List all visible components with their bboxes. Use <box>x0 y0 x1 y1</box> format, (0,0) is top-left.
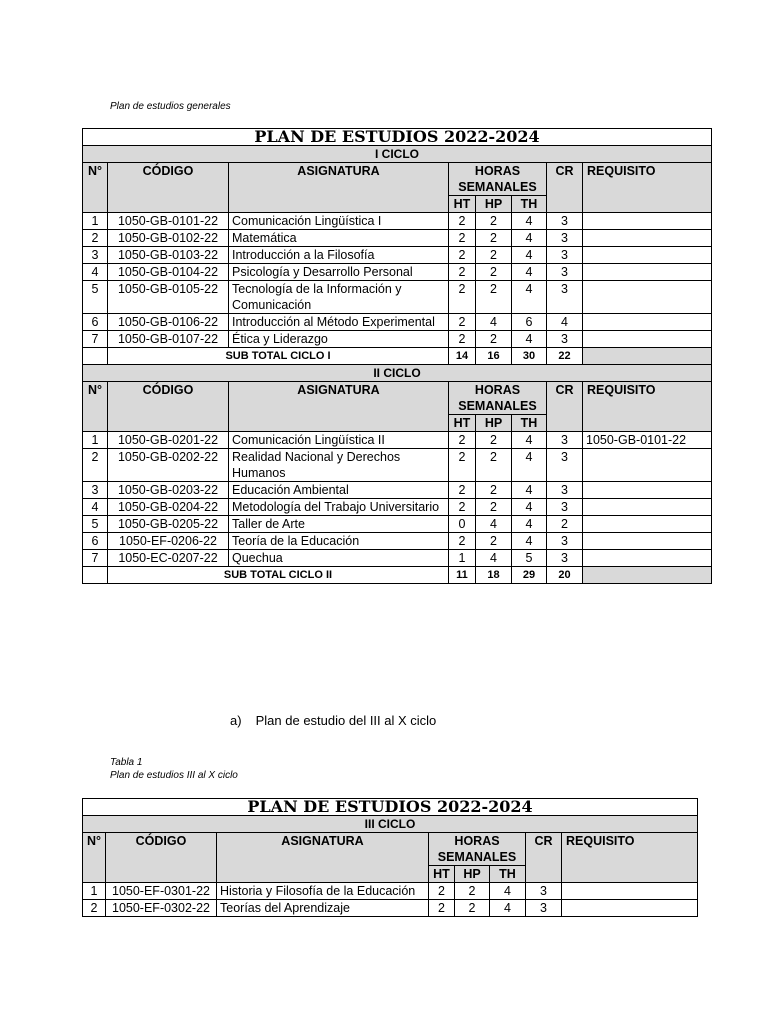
course-name: Psicología y Desarrollo Personal <box>229 264 449 281</box>
course-name: Ética y Liderazgo <box>229 331 449 348</box>
hours-hp: 2 <box>476 264 512 281</box>
requisite: 1050-GB-0101-22 <box>583 432 712 449</box>
table-row <box>83 314 712 331</box>
table-title: PLAN DE ESTUDIOS 2022-2024 <box>83 799 698 816</box>
credits: 3 <box>547 247 583 264</box>
hours-th: 4 <box>512 482 547 499</box>
requisite <box>562 883 698 900</box>
credits: 3 <box>526 900 562 917</box>
hours-hp: 2 <box>476 449 512 482</box>
subtotal-requisite <box>583 567 712 584</box>
header-th: TH <box>490 866 526 883</box>
hours-ht: 2 <box>449 230 476 247</box>
course-code: 1050-EF-0301-22 <box>106 883 217 900</box>
hours-th: 4 <box>512 264 547 281</box>
header-th: TH <box>512 196 547 213</box>
credits: 3 <box>526 883 562 900</box>
header-cr: CR <box>547 163 583 213</box>
course-code: 1050-GB-0102-22 <box>108 230 229 247</box>
subtotal-th: 30 <box>512 348 547 365</box>
subtotal-blank <box>83 348 108 365</box>
subtotal-ht: 14 <box>449 348 476 365</box>
course-code: 1050-EF-0206-22 <box>108 533 229 550</box>
hours-th: 4 <box>490 883 526 900</box>
requisite <box>583 247 712 264</box>
hours-ht: 2 <box>449 432 476 449</box>
hours-hp: 2 <box>476 482 512 499</box>
credits: 3 <box>547 213 583 230</box>
credits: 4 <box>547 314 583 331</box>
header-requisito: REQUISITO <box>583 163 712 213</box>
caption-plan-generales: Plan de estudios generales <box>110 101 231 112</box>
header-ht: HT <box>429 866 455 883</box>
hours-hp: 2 <box>476 533 512 550</box>
subtotal-cr: 20 <box>547 567 583 584</box>
row-number: 7 <box>83 550 108 567</box>
hours-ht: 2 <box>449 281 476 314</box>
course-name: Educación Ambiental <box>229 482 449 499</box>
header-requisito: REQUISITO <box>562 833 698 883</box>
hours-hp: 4 <box>476 314 512 331</box>
row-number: 4 <box>83 499 108 516</box>
requisite <box>583 331 712 348</box>
requisite <box>583 314 712 331</box>
header-cr: CR <box>547 382 583 432</box>
hours-th: 4 <box>512 230 547 247</box>
table-row <box>83 281 712 314</box>
table-row <box>83 449 712 482</box>
hours-hp: 4 <box>476 550 512 567</box>
hours-th: 4 <box>512 516 547 533</box>
subtotal-row <box>83 348 712 365</box>
hours-ht: 2 <box>449 499 476 516</box>
hours-th: 4 <box>512 213 547 230</box>
table-row <box>83 331 712 348</box>
course-name: Tecnología de la Información y Comunicación <box>229 281 449 314</box>
course-code: 1050-GB-0201-22 <box>108 432 229 449</box>
course-name: Introducción al Método Experimental <box>229 314 449 331</box>
header-codigo: CÓDIGO <box>108 382 229 432</box>
table-row <box>83 550 712 567</box>
hours-hp: 2 <box>476 432 512 449</box>
section-text: Plan de estudio del III al X ciclo <box>255 713 437 728</box>
course-name: Quechua <box>229 550 449 567</box>
subtotal-hp: 16 <box>476 348 512 365</box>
hours-hp: 2 <box>455 883 490 900</box>
requisite <box>583 516 712 533</box>
table-row <box>83 533 712 550</box>
course-name: Matemática <box>229 230 449 247</box>
hours-hp: 2 <box>476 230 512 247</box>
section-marker: a) <box>230 713 242 728</box>
header-cr: CR <box>526 833 562 883</box>
hours-hp: 2 <box>476 331 512 348</box>
table-row <box>83 482 712 499</box>
table-row <box>83 516 712 533</box>
requisite <box>562 900 698 917</box>
header-asignatura: ASIGNATURA <box>229 163 449 213</box>
course-code: 1050-GB-0106-22 <box>108 314 229 331</box>
header-row <box>83 163 712 196</box>
section-a-heading <box>230 713 436 728</box>
header-asignatura: ASIGNATURA <box>229 382 449 432</box>
row-number: 6 <box>83 314 108 331</box>
hours-ht: 2 <box>449 247 476 264</box>
header-n: N° <box>83 163 108 213</box>
row-number: 1 <box>83 432 108 449</box>
course-name: Teorías del Aprendizaje <box>217 900 429 917</box>
hours-th: 4 <box>512 331 547 348</box>
course-code: 1050-GB-0204-22 <box>108 499 229 516</box>
row-number: 3 <box>83 482 108 499</box>
course-code: 1050-GB-0101-22 <box>108 213 229 230</box>
credits: 3 <box>547 550 583 567</box>
credits: 3 <box>547 499 583 516</box>
hours-th: 4 <box>512 499 547 516</box>
header-ht: HT <box>449 415 476 432</box>
hours-ht: 2 <box>449 482 476 499</box>
hours-th: 4 <box>490 900 526 917</box>
credits: 3 <box>547 281 583 314</box>
header-n: N° <box>83 382 108 432</box>
requisite <box>583 499 712 516</box>
caption-plan-iii-x: Plan de estudios III al X ciclo <box>110 770 238 781</box>
header-asignatura: ASIGNATURA <box>217 833 429 883</box>
hours-hp: 2 <box>476 499 512 516</box>
hours-ht: 2 <box>449 314 476 331</box>
hours-ht: 2 <box>449 449 476 482</box>
course-code: 1050-GB-0107-22 <box>108 331 229 348</box>
hours-ht: 2 <box>449 213 476 230</box>
row-number: 1 <box>83 213 108 230</box>
table-row <box>83 883 698 900</box>
credits: 3 <box>547 230 583 247</box>
requisite <box>583 482 712 499</box>
course-name: Comunicación Lingüística II <box>229 432 449 449</box>
course-name: Introducción a la Filosofía <box>229 247 449 264</box>
header-codigo: CÓDIGO <box>108 163 229 213</box>
table-row <box>83 213 712 230</box>
course-code: 1050-GB-0103-22 <box>108 247 229 264</box>
course-name: Realidad Nacional y Derechos Humanos <box>229 449 449 482</box>
hours-ht: 2 <box>449 264 476 281</box>
table-row <box>83 247 712 264</box>
table-row <box>83 264 712 281</box>
course-code: 1050-EC-0207-22 <box>108 550 229 567</box>
credits: 3 <box>547 533 583 550</box>
ciclo-label: I CICLO <box>83 146 712 163</box>
plan-table-2 <box>82 798 698 917</box>
hours-th: 4 <box>512 281 547 314</box>
row-number: 3 <box>83 247 108 264</box>
course-code: 1050-GB-0205-22 <box>108 516 229 533</box>
subtotal-requisite <box>583 348 712 365</box>
hours-ht: 1 <box>449 550 476 567</box>
hours-ht: 2 <box>449 533 476 550</box>
hours-ht: 2 <box>429 900 455 917</box>
hours-th: 6 <box>512 314 547 331</box>
hours-th: 4 <box>512 449 547 482</box>
row-number: 4 <box>83 264 108 281</box>
hours-ht: 0 <box>449 516 476 533</box>
header-row <box>83 382 712 415</box>
course-name: Historia y Filosofía de la Educación <box>217 883 429 900</box>
course-name: Taller de Arte <box>229 516 449 533</box>
credits: 2 <box>547 516 583 533</box>
header-horas-semanales: HORAS SEMANALES <box>449 163 547 196</box>
subtotal-label: SUB TOTAL CICLO I <box>108 348 449 365</box>
hours-th: 4 <box>512 432 547 449</box>
row-number: 7 <box>83 331 108 348</box>
header-horas-semanales: HORAS SEMANALES <box>429 833 526 866</box>
plan-table-1 <box>82 128 712 584</box>
credits: 3 <box>547 432 583 449</box>
subtotal-ht: 11 <box>449 567 476 584</box>
header-hp: HP <box>476 196 512 213</box>
hours-th: 5 <box>512 550 547 567</box>
requisite <box>583 281 712 314</box>
header-codigo: CÓDIGO <box>106 833 217 883</box>
header-row <box>83 833 698 866</box>
requisite <box>583 533 712 550</box>
hours-hp: 4 <box>476 516 512 533</box>
table-row <box>83 499 712 516</box>
row-number: 1 <box>83 883 106 900</box>
course-code: 1050-GB-0203-22 <box>108 482 229 499</box>
requisite <box>583 449 712 482</box>
header-requisito: REQUISITO <box>583 382 712 432</box>
row-number: 2 <box>83 230 108 247</box>
row-number: 2 <box>83 900 106 917</box>
row-number: 2 <box>83 449 108 482</box>
requisite <box>583 230 712 247</box>
course-code: 1050-EF-0302-22 <box>106 900 217 917</box>
hours-hp: 2 <box>476 281 512 314</box>
course-code: 1050-GB-0202-22 <box>108 449 229 482</box>
table-row <box>83 900 698 917</box>
caption-tabla-1: Tabla 1 <box>110 757 143 768</box>
requisite <box>583 264 712 281</box>
subtotal-hp: 18 <box>476 567 512 584</box>
table-row <box>83 230 712 247</box>
hours-th: 4 <box>512 533 547 550</box>
hours-hp: 2 <box>455 900 490 917</box>
credits: 3 <box>547 331 583 348</box>
header-hp: HP <box>455 866 490 883</box>
hours-ht: 2 <box>449 331 476 348</box>
header-th: TH <box>512 415 547 432</box>
subtotal-th: 29 <box>512 567 547 584</box>
table-title: PLAN DE ESTUDIOS 2022-2024 <box>83 129 712 146</box>
header-hp: HP <box>476 415 512 432</box>
header-ht: HT <box>449 196 476 213</box>
requisite <box>583 213 712 230</box>
hours-ht: 2 <box>429 883 455 900</box>
header-horas-semanales: HORAS SEMANALES <box>449 382 547 415</box>
credits: 3 <box>547 449 583 482</box>
ciclo-label: II CICLO <box>83 365 712 382</box>
row-number: 5 <box>83 516 108 533</box>
subtotal-row <box>83 567 712 584</box>
hours-hp: 2 <box>476 213 512 230</box>
credits: 3 <box>547 264 583 281</box>
course-code: 1050-GB-0104-22 <box>108 264 229 281</box>
row-number: 6 <box>83 533 108 550</box>
row-number: 5 <box>83 281 108 314</box>
course-name: Metodología del Trabajo Universitario <box>229 499 449 516</box>
course-name: Comunicación Lingüística I <box>229 213 449 230</box>
table-row <box>83 432 712 449</box>
subtotal-label: SUB TOTAL CICLO II <box>108 567 449 584</box>
subtotal-cr: 22 <box>547 348 583 365</box>
course-name: Teoría de la Educación <box>229 533 449 550</box>
ciclo-label: III CICLO <box>83 816 698 833</box>
header-n: N° <box>83 833 106 883</box>
subtotal-blank <box>83 567 108 584</box>
credits: 3 <box>547 482 583 499</box>
hours-th: 4 <box>512 247 547 264</box>
hours-hp: 2 <box>476 247 512 264</box>
requisite <box>583 550 712 567</box>
course-code: 1050-GB-0105-22 <box>108 281 229 314</box>
